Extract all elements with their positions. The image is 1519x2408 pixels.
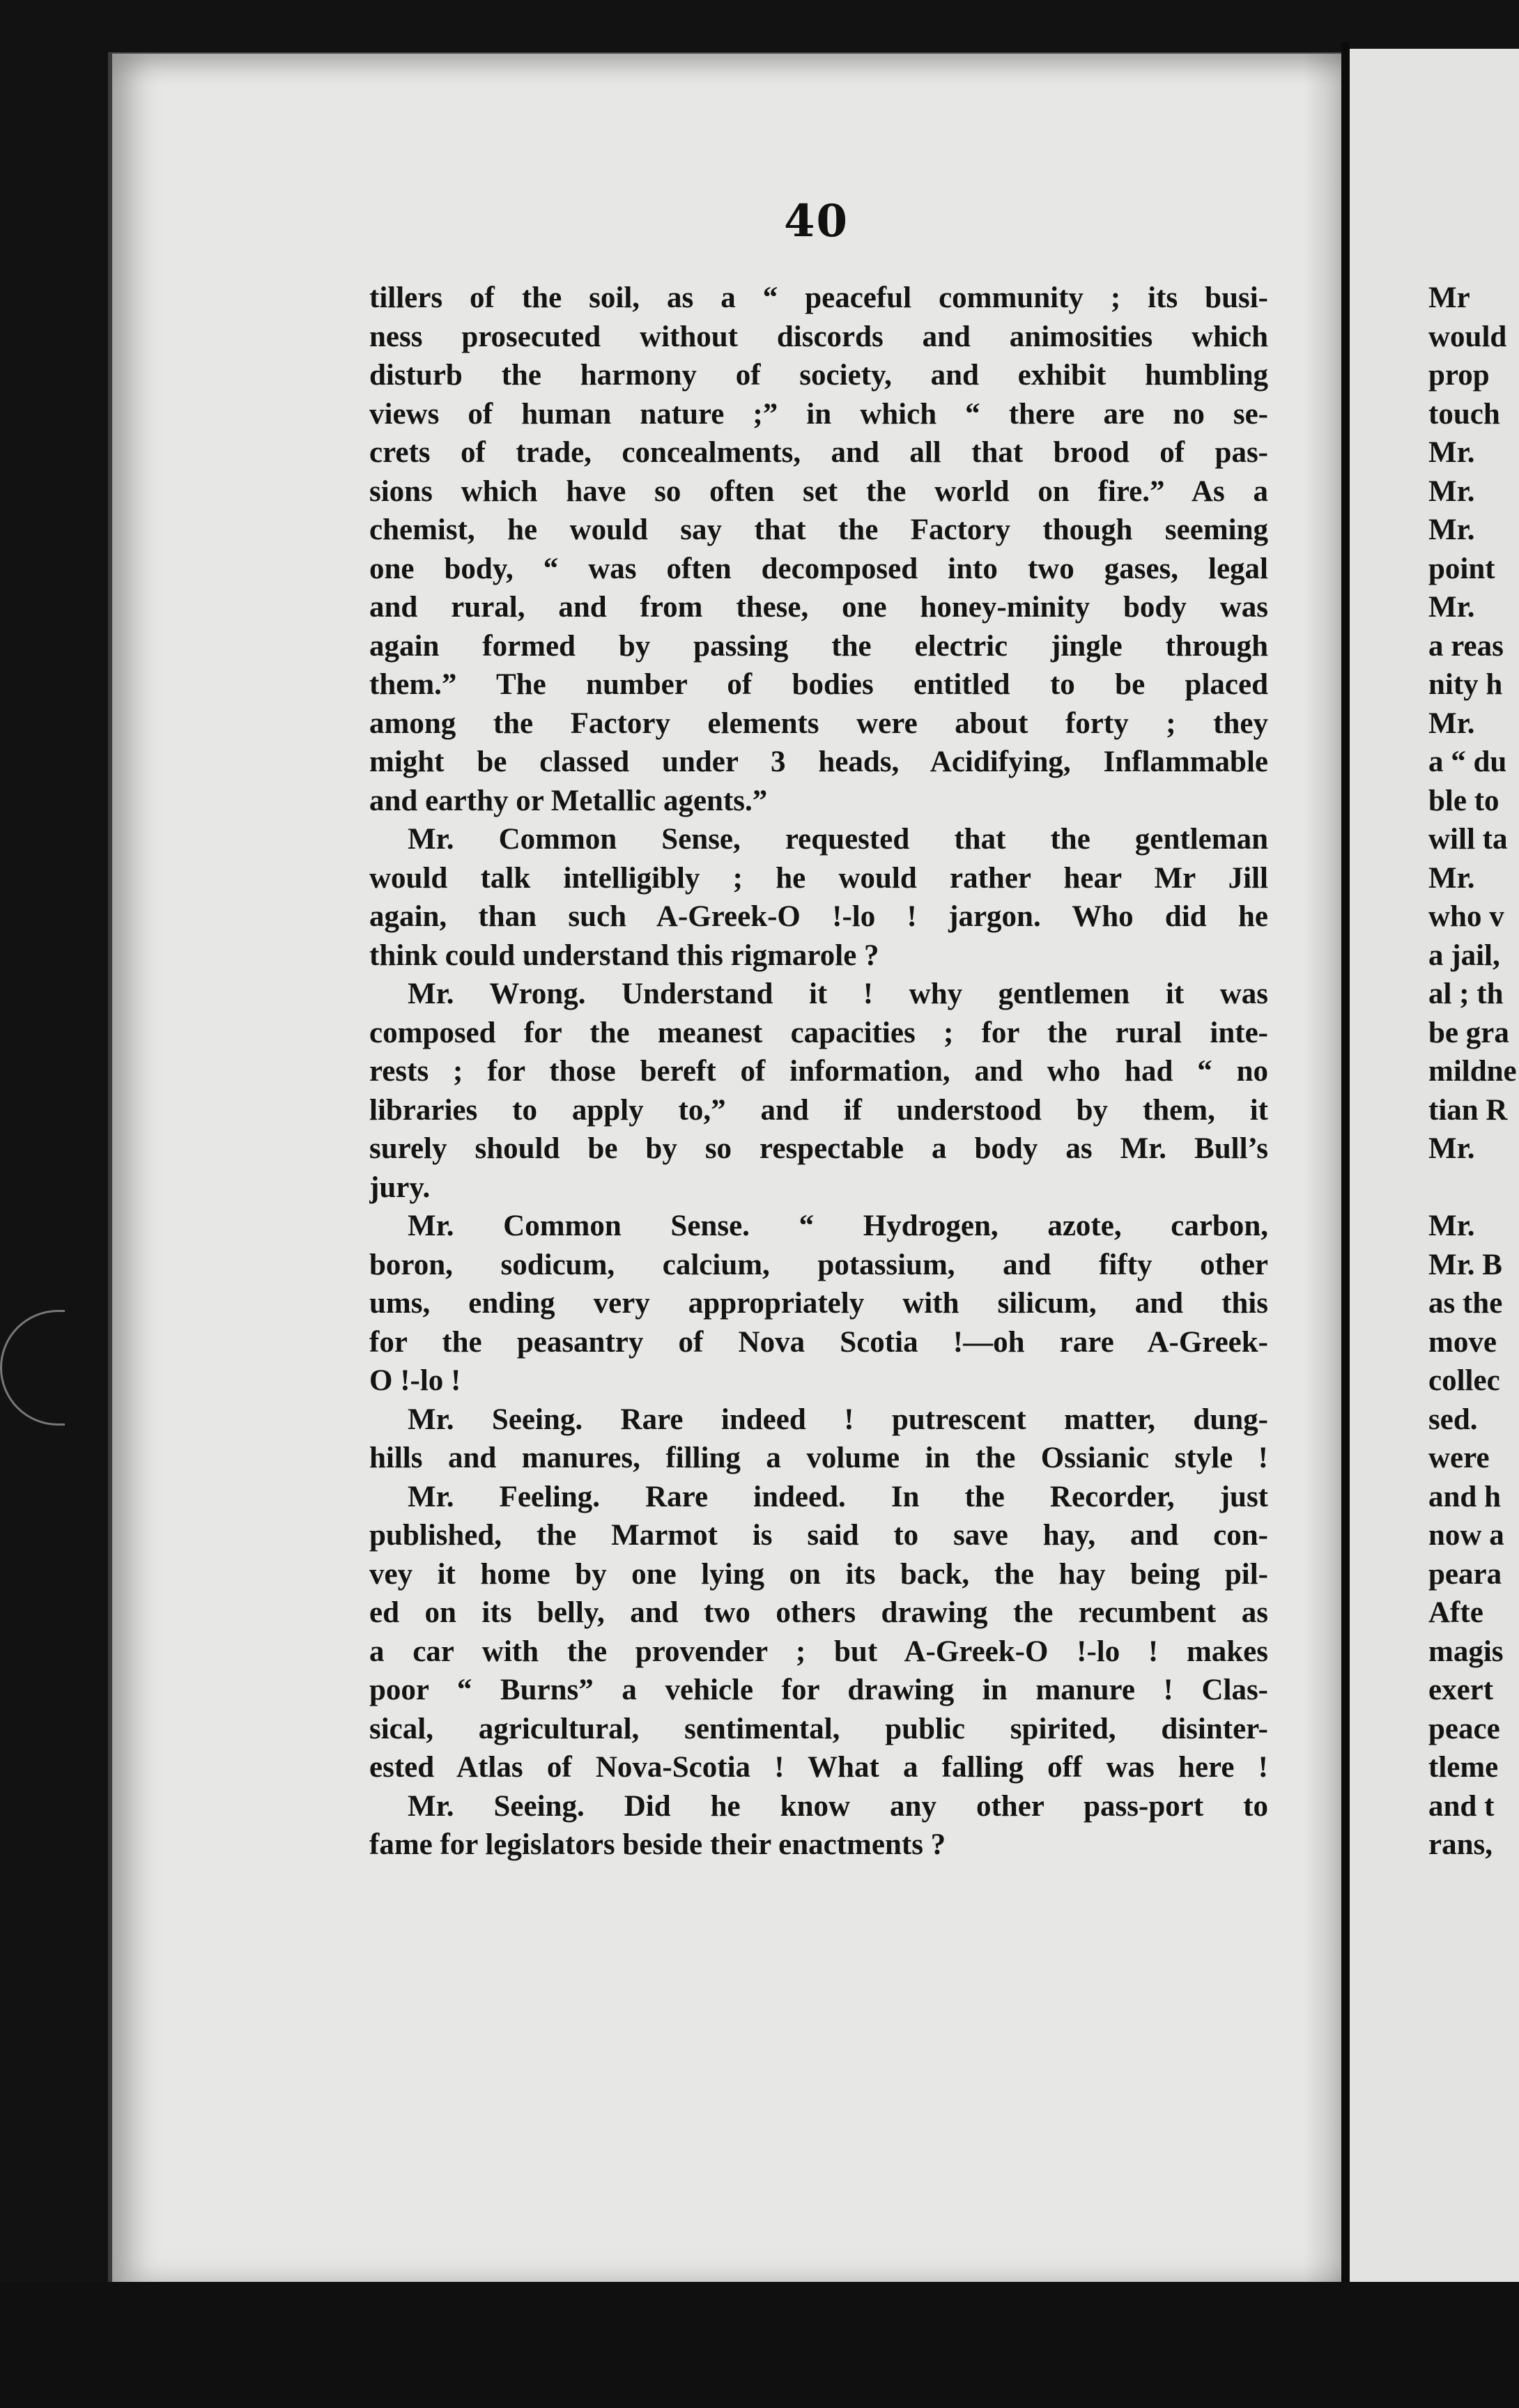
text-line: for the peasantry of Nova Scotia !—oh rare A-Greek- <box>369 1325 1268 1359</box>
right-text-line: and h <box>1428 1480 1501 1513</box>
text-line: think could understand this rigmarole ? <box>369 939 879 972</box>
text-line: surely should be by so respectable a body as Mr. Bull’s <box>369 1132 1268 1165</box>
right-text-line: and t <box>1428 1789 1495 1823</box>
right-text-line: a reas <box>1428 629 1504 663</box>
text-line: and earthy or Metallic agents.” <box>369 784 768 817</box>
right-text-line: who v <box>1428 900 1504 933</box>
right-text-line: Mr <box>1428 281 1470 314</box>
text-line: tillers of the soil, as a “ peaceful community ; its busi- <box>369 281 1268 314</box>
text-line: among the Factory elements were about forty ; they <box>369 707 1268 740</box>
right-text-line: Mr. <box>1428 1210 1475 1242</box>
text-line: chemist, he would say that the Factory though seeming <box>369 514 1268 546</box>
right-text-line: al ; th <box>1428 978 1504 1010</box>
right-text-line: tleme <box>1428 1751 1499 1784</box>
text-line: O !-lo ! <box>369 1364 461 1397</box>
right-page-text <box>1428 279 1519 1865</box>
text-line: one body, “ was often decomposed into two gases, legal <box>369 552 1268 585</box>
page-number: 40 <box>784 195 849 247</box>
right-text-line: Mr. <box>1428 474 1475 508</box>
right-text-line: prop <box>1428 359 1490 392</box>
text-line: views of human nature ;” in which “ there are no se- <box>369 397 1268 431</box>
right-text-line: would <box>1428 320 1507 353</box>
text-line: ness prosecuted without discords and animosities which <box>369 320 1268 353</box>
text-line: Mr. Seeing. Rare indeed ! putrescent matter, dung- <box>408 1403 1268 1436</box>
text-line: and rural, and from these, one honey-minity body was <box>369 591 1268 624</box>
text-line: ums, ending very appropriately with silicum, and this <box>369 1287 1268 1320</box>
right-text-line: rans, <box>1428 1828 1493 1861</box>
scan-bottom-edge <box>0 2282 1519 2408</box>
right-text-line: were <box>1428 1442 1490 1474</box>
book-gutter <box>1341 42 1350 2299</box>
body-text <box>369 279 1268 1865</box>
text-line: fame for legislators beside their enactments ? <box>369 1828 946 1861</box>
text-line: sions which have so often set the world on fire.” As a <box>369 474 1268 508</box>
right-text-line: as the <box>1428 1287 1503 1320</box>
right-text-line: ble to <box>1428 784 1499 817</box>
text-line: rests ; for those bereft of information, and who had “ no <box>369 1055 1268 1088</box>
right-text-line: Mr. <box>1428 707 1475 740</box>
right-text-line: Mr. <box>1428 436 1475 469</box>
text-line: Mr. Wrong. Understand it ! why gentlemen it was <box>408 978 1268 1010</box>
text-line: jury. <box>369 1171 431 1204</box>
right-text-line: tian R <box>1428 1093 1508 1127</box>
right-text-line: Mr. <box>1428 1132 1475 1165</box>
right-text-line: now a <box>1428 1519 1504 1552</box>
text-line: poor “ Burns” a vehicle for drawing in manure ! Clas- <box>369 1674 1268 1706</box>
text-line: libraries to apply to,” and if understood by them, it <box>369 1093 1268 1127</box>
text-line: sical, agricultural, sentimental, public spirited, disinter- <box>369 1712 1268 1745</box>
right-text-line: touch <box>1428 397 1500 431</box>
text-line: Mr. Seeing. Did he know any other pass-port to <box>408 1789 1268 1823</box>
text-line: hills and manures, filling a volume in the Ossianic style ! <box>369 1442 1268 1474</box>
text-line: disturb the harmony of society, and exhibit humbling <box>369 359 1268 392</box>
right-text-line: Mr. <box>1428 591 1475 624</box>
text-line: published, the Marmot is said to save hay, and con- <box>369 1519 1268 1552</box>
right-text-line: point <box>1428 552 1495 585</box>
right-text-line: sed. <box>1428 1403 1478 1436</box>
right-text-line: Mr. <box>1428 861 1475 895</box>
spine-shadow <box>1304 54 1345 2283</box>
text-line: vey it home by one lying on its back, the hay being pil- <box>369 1557 1268 1591</box>
text-line: Mr. Common Sense. “ Hydrogen, azote, carbon, <box>408 1210 1268 1242</box>
right-text-line: Afte <box>1428 1596 1483 1629</box>
text-line: a car with the provender ; but A-Greek-O !-lo ! makes <box>369 1635 1268 1668</box>
text-line: boron, sodicum, calcium, potassium, and fifty other <box>369 1248 1268 1281</box>
right-text-line: a “ du <box>1428 746 1507 778</box>
text-line: would talk intelligibly ; he would rather hear Mr Jill <box>369 861 1268 895</box>
text-line: again, than such A-Greek-O !-lo ! jargon. Who did he <box>369 900 1268 933</box>
right-text-line: exert <box>1428 1674 1494 1706</box>
right-text-line: Mr. B <box>1428 1248 1502 1281</box>
text-line: might be classed under 3 heads, Acidifying, Inflammable <box>369 746 1268 778</box>
right-text-line: be gra <box>1428 1016 1509 1049</box>
text-line: Mr. Feeling. Rare indeed. In the Recorder, just <box>408 1480 1268 1513</box>
right-text-line <box>1428 1168 1519 1207</box>
text-line: composed for the meanest capacities ; for the rural inte- <box>369 1016 1268 1049</box>
right-text-line: move <box>1428 1325 1497 1359</box>
right-text-line: mildne <box>1428 1055 1517 1088</box>
right-text-line: a jail, <box>1428 939 1500 972</box>
text-line: Mr. Common Sense, requested that the gentleman <box>408 823 1268 856</box>
text-line: ested Atlas of Nova-Scotia ! What a falling off was here ! <box>369 1751 1268 1784</box>
text-line: ed on its belly, and two others drawing the recumbent as <box>369 1596 1268 1629</box>
right-text-line: collec <box>1428 1364 1500 1397</box>
right-text-line: peara <box>1428 1557 1502 1591</box>
text-line: crets of trade, concealments, and all that brood of pas- <box>369 436 1268 469</box>
right-text-line: nity h <box>1428 668 1503 701</box>
text-line: them.” The number of bodies entitled to be placed <box>369 668 1268 701</box>
right-text-line: will ta <box>1428 823 1508 856</box>
right-text-line: magis <box>1428 1635 1504 1668</box>
text-line: again formed by passing the electric jingle through <box>369 629 1268 663</box>
right-text-line: peace <box>1428 1712 1500 1745</box>
right-text-line: Mr. <box>1428 514 1475 546</box>
